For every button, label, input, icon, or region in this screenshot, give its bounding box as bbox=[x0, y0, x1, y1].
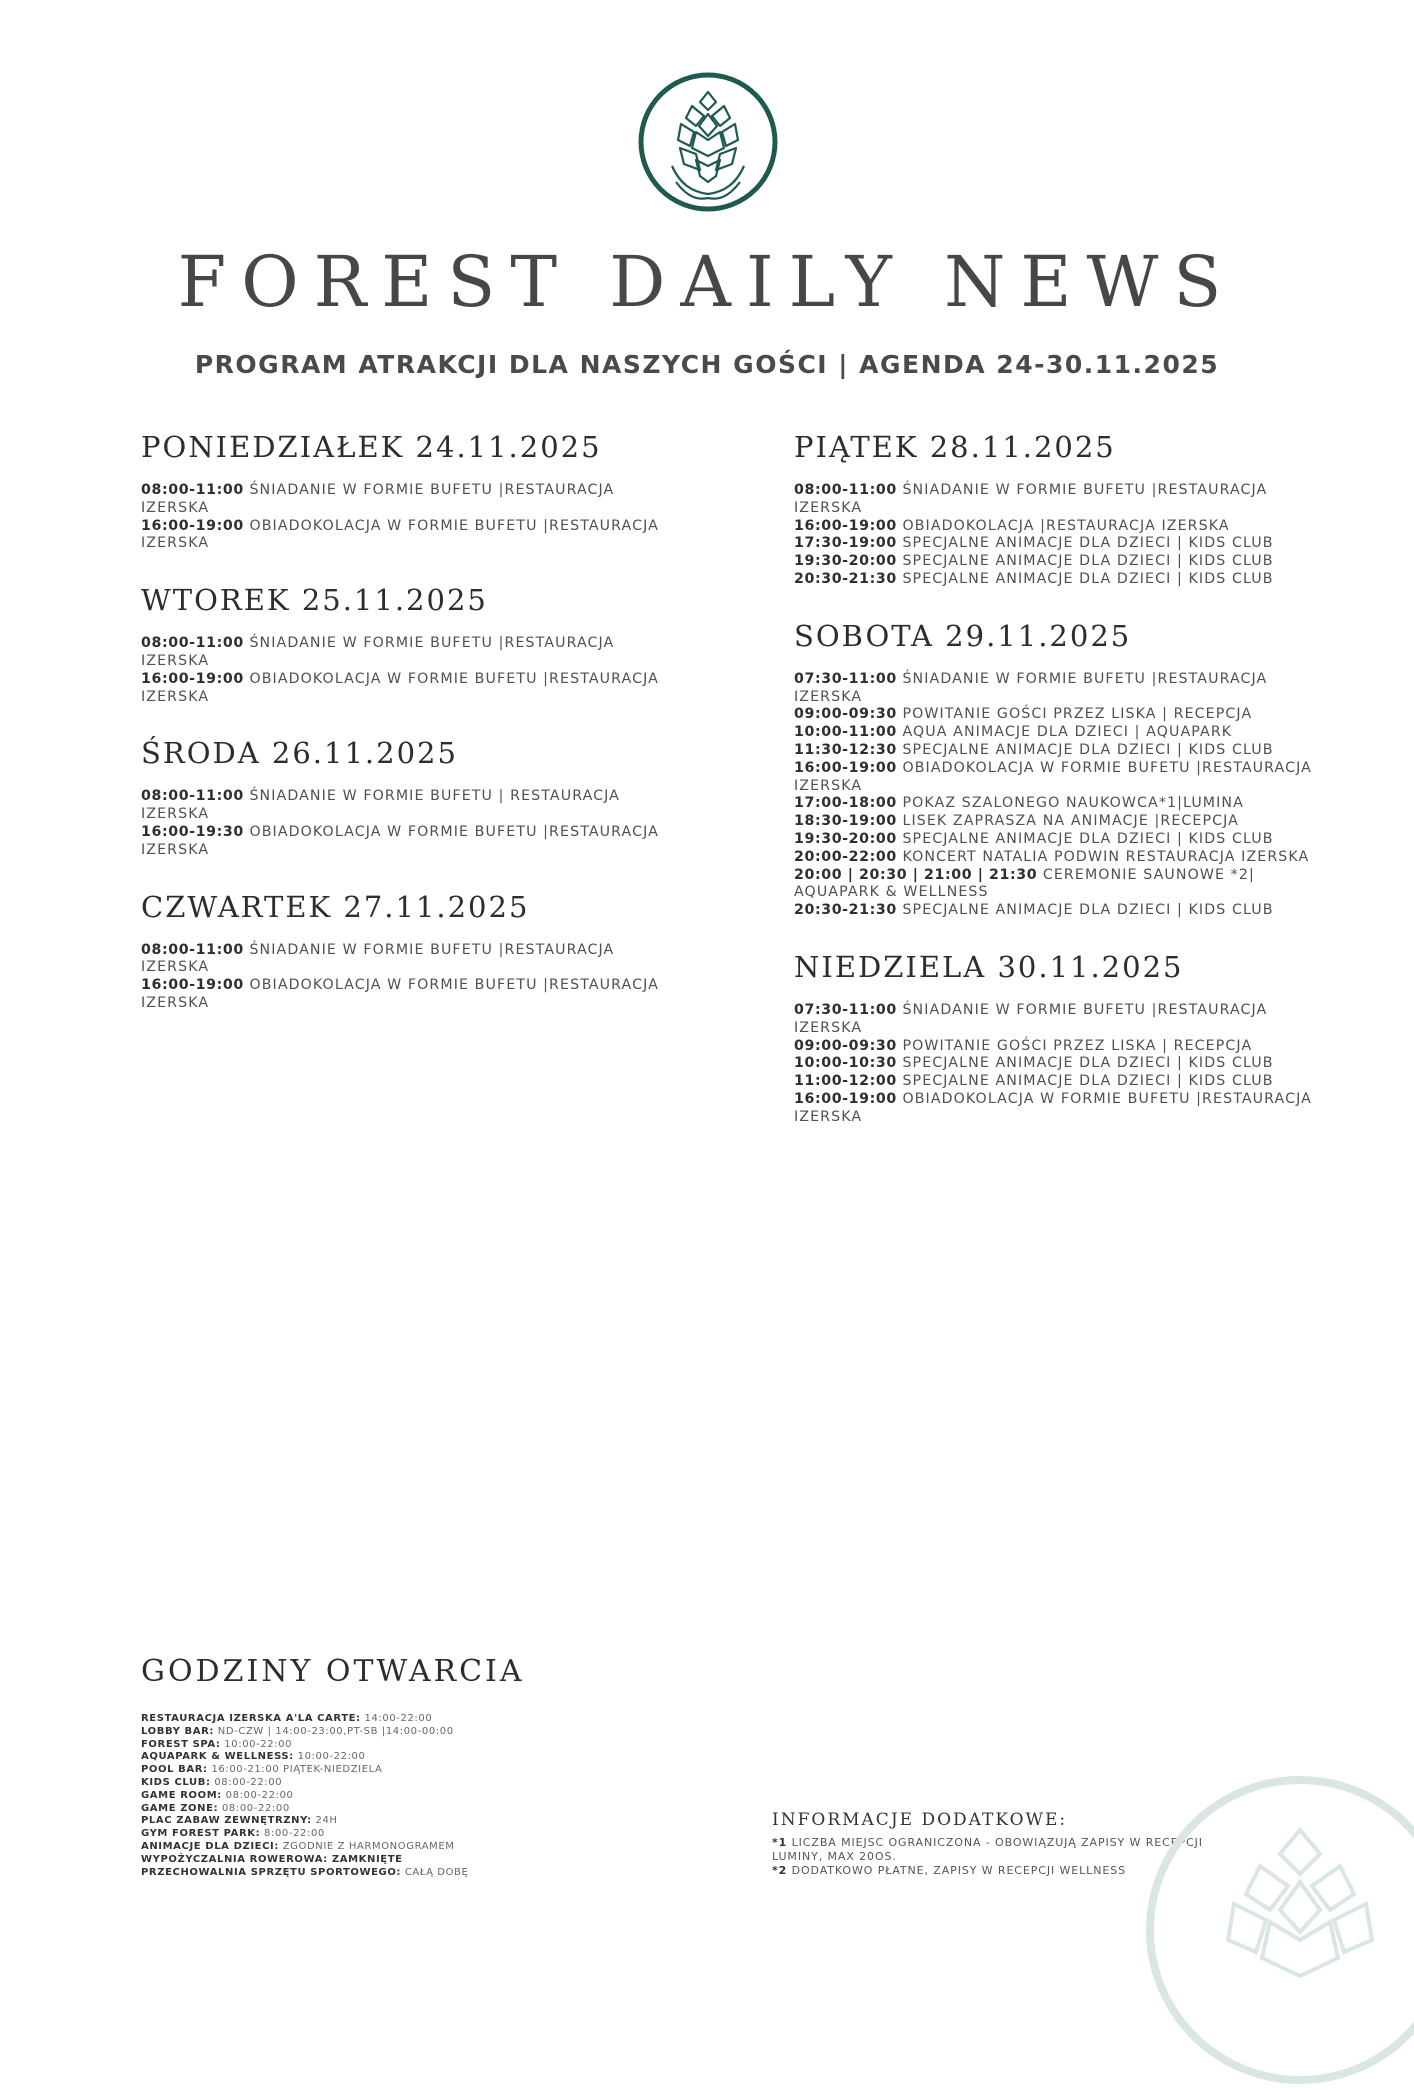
facility-name: GAME ROOM: bbox=[141, 1789, 222, 1801]
event-description: SPECJALNE ANIMACJE DLA DZIECI | KIDS CLUB bbox=[902, 741, 1274, 758]
opening-hours-row bbox=[141, 1790, 661, 1803]
facility-name: GYM FOREST PARK: bbox=[141, 1828, 261, 1840]
event-description: ŚNIADANIE W FORMIE BUFETU |RESTAURACJA IZERSKA bbox=[141, 941, 615, 976]
event-description: OBIADOKOLACJA W FORMIE BUFETU |RESTAURACJA IZERSKA bbox=[141, 823, 659, 858]
day-title: WTOREK 25.11.2025 bbox=[141, 583, 488, 618]
event-row bbox=[794, 553, 1324, 571]
event-time: 07:30-11:00 bbox=[794, 670, 897, 687]
event-description: CEREMONIE SAUNOWE *2| AQUAPARK & WELLNESS bbox=[794, 866, 1255, 901]
opening-hours-row bbox=[141, 1854, 661, 1867]
facility-hours: 08:00-22:00 bbox=[225, 1789, 294, 1801]
opening-hours-title: GODZINY OTWARCIA bbox=[141, 1654, 525, 1689]
opening-hours-row bbox=[141, 1841, 661, 1854]
event-time: 20:30-21:30 bbox=[794, 570, 897, 587]
event-row bbox=[141, 671, 661, 707]
additional-info-title: INFORMACJE DODATKOWE: bbox=[772, 1810, 1068, 1830]
event-row bbox=[794, 831, 1324, 849]
event-description: OBIADOKOLACJA |RESTAURACJA IZERSKA bbox=[902, 517, 1230, 534]
event-time: 18:30-19:00 bbox=[794, 813, 897, 830]
event-description: POKAZ SZALONEGO NAUKOWCA*1|LUMINA bbox=[902, 795, 1244, 812]
event-description: SPECJALNE ANIMACJE DLA DZIECI | KIDS CLUB bbox=[902, 570, 1274, 587]
opening-hours-row bbox=[141, 1739, 661, 1752]
event-description: SPECJALNE ANIMACJE DLA DZIECI | KIDS CLUB bbox=[902, 830, 1274, 847]
facility-name: POOL BAR: bbox=[141, 1764, 208, 1776]
event-time: 09:00-09:30 bbox=[794, 1037, 897, 1054]
day-title: ŚRODA 26.11.2025 bbox=[141, 736, 458, 771]
event-row bbox=[794, 813, 1324, 831]
event-row bbox=[141, 824, 661, 860]
facility-hours: 14:00-22:00 bbox=[364, 1713, 433, 1724]
opening-hours-row bbox=[141, 1713, 661, 1726]
event-description: ŚNIADANIE W FORMIE BUFETU |RESTAURACJA IZERSKA bbox=[794, 670, 1268, 705]
event-row bbox=[794, 571, 1324, 589]
facility-hours: ZGODNIE Z HARMONOGRAMEM bbox=[282, 1840, 455, 1852]
event-description: OBIADOKOLACJA W FORMIE BUFETU |RESTAURACJA IZERSKA bbox=[794, 759, 1312, 794]
page-subtitle: PROGRAM ATRAKCJI DLA NASZYCH GOŚCI | AGENDA 24-30.11.2025 bbox=[194, 350, 1220, 379]
event-row bbox=[794, 1002, 1324, 1038]
event-row bbox=[794, 760, 1324, 796]
event-time: 16:00-19:00 bbox=[141, 517, 244, 534]
event-time: 08:00-11:00 bbox=[141, 788, 244, 805]
event-description: SPECJALNE ANIMACJE DLA DZIECI | KIDS CLUB bbox=[902, 1073, 1274, 1090]
facility-hours: 16:00-21:00 PIĄTEK-NIEDZIELA bbox=[211, 1764, 383, 1776]
opening-hours-row bbox=[141, 1803, 661, 1816]
facility-name: PRZECHOWALNIA SPRZĘTU SPORTOWEGO: bbox=[141, 1866, 402, 1878]
facility-name: FOREST SPA: bbox=[141, 1738, 221, 1750]
event-time: 08:00-11:00 bbox=[794, 482, 897, 498]
event-time: 08:00-11:00 bbox=[141, 635, 244, 652]
left-column bbox=[141, 428, 661, 1041]
event-time: 09:00-09:30 bbox=[794, 706, 897, 723]
event-row bbox=[794, 482, 1324, 518]
page-title: FOREST DAILY NEWS bbox=[177, 241, 1237, 323]
event-row bbox=[141, 518, 661, 554]
facility-hours: 8:00-22:00 bbox=[264, 1828, 325, 1840]
event-description: OBIADOKOLACJA W FORMIE BUFETU |RESTAURACJA IZERSKA bbox=[794, 1090, 1312, 1125]
day-section bbox=[794, 948, 1324, 1127]
event-row bbox=[141, 635, 661, 671]
event-description: ŚNIADANIE W FORMIE BUFETU |RESTAURACJA IZERSKA bbox=[141, 482, 615, 516]
event-time: 19:30-20:00 bbox=[794, 553, 897, 570]
event-description: KONCERT NATALIA PODWIN RESTAURACJA IZERSKA bbox=[902, 848, 1310, 865]
day-section bbox=[794, 428, 1324, 589]
event-description: ŚNIADANIE W FORMIE BUFETU |RESTAURACJA IZERSKA bbox=[794, 482, 1268, 516]
event-row bbox=[794, 535, 1324, 553]
right-column bbox=[794, 428, 1324, 1155]
opening-hours-row bbox=[141, 1815, 661, 1828]
opening-hours-row bbox=[141, 1751, 661, 1764]
facility-name: PLAC ZABAW ZEWNĘTRZNY: bbox=[141, 1815, 312, 1827]
event-description: ŚNIADANIE W FORMIE BUFETU |RESTAURACJA IZERSKA bbox=[794, 1001, 1268, 1036]
facility-name: RESTAURACJA IZERSKA A'LA CARTE: bbox=[141, 1713, 361, 1724]
event-row bbox=[794, 1073, 1324, 1091]
event-description: SPECJALNE ANIMACJE DLA DZIECI | KIDS CLUB bbox=[902, 553, 1274, 570]
day-title: PONIEDZIAŁEK 24.11.2025 bbox=[141, 430, 602, 464]
event-row bbox=[794, 1055, 1324, 1073]
event-row bbox=[794, 724, 1324, 742]
event-time: 08:00-11:00 bbox=[141, 941, 244, 958]
facility-hours: 24H bbox=[315, 1815, 338, 1827]
event-time: 17:00-18:00 bbox=[794, 795, 897, 812]
facility-hours: CAŁĄ DOBĘ bbox=[404, 1866, 469, 1878]
opening-hours-row bbox=[141, 1764, 661, 1777]
facility-hours: 08:00-22:00 bbox=[214, 1776, 283, 1788]
event-description: ŚNIADANIE W FORMIE BUFETU |RESTAURACJA IZERSKA bbox=[141, 635, 615, 669]
day-section bbox=[141, 888, 661, 1013]
pinecone-watermark-icon bbox=[1140, 1770, 1414, 2090]
event-row bbox=[794, 742, 1324, 760]
event-row bbox=[794, 706, 1324, 724]
opening-hours-row bbox=[141, 1726, 661, 1739]
event-time: 07:30-11:00 bbox=[794, 1001, 897, 1018]
event-time: 16:00-19:00 bbox=[141, 670, 244, 687]
event-description: SPECJALNE ANIMACJE DLA DZIECI | KIDS CLUB bbox=[902, 1055, 1274, 1072]
event-time: 08:00-11:00 bbox=[141, 482, 244, 498]
day-title: CZWARTEK 27.11.2025 bbox=[141, 889, 530, 924]
event-time: 20:30-21:30 bbox=[794, 902, 897, 919]
facility-hours: 10:00-22:00 bbox=[224, 1738, 293, 1750]
event-time: 17:30-19:00 bbox=[794, 535, 897, 552]
event-row bbox=[141, 788, 661, 824]
event-row bbox=[794, 518, 1324, 536]
day-title: NIEDZIELA 30.11.2025 bbox=[794, 949, 1184, 984]
facility-hours: 10:00-22:00 bbox=[297, 1751, 366, 1763]
event-time: 19:30-20:00 bbox=[794, 830, 897, 847]
event-description: SPECJALNE ANIMACJE DLA DZIECI | KIDS CLUB bbox=[902, 535, 1274, 552]
event-description: OBIADOKOLACJA W FORMIE BUFETU |RESTAURACJA IZERSKA bbox=[141, 517, 659, 552]
footnote-mark: *1 bbox=[772, 1836, 788, 1849]
event-time: 10:00-10:30 bbox=[794, 1055, 897, 1072]
day-section bbox=[141, 428, 661, 553]
event-time: 16:00-19:00 bbox=[794, 1090, 897, 1107]
event-row bbox=[794, 1038, 1324, 1056]
event-description: SPECJALNE ANIMACJE DLA DZIECI | KIDS CLUB bbox=[902, 902, 1274, 919]
day-section bbox=[141, 581, 661, 706]
facility-name: KIDS CLUB: bbox=[141, 1776, 211, 1788]
event-time: 16:00-19:00 bbox=[141, 977, 244, 994]
day-section bbox=[794, 617, 1324, 920]
footnote-text: LICZBA MIEJSC OGRANICZONA - OBOWIĄZUJĄ ZAPISY W RECEPCJI LUMINY, MAX 20OS. bbox=[772, 1836, 1203, 1863]
facility-name: AQUAPARK & WELLNESS: bbox=[141, 1751, 294, 1763]
event-description: AQUA ANIMACJE DLA DZIECI | AQUAPARK bbox=[902, 724, 1233, 741]
footnote-mark: *2 bbox=[772, 1864, 788, 1877]
pinecone-logo-icon bbox=[636, 70, 780, 214]
facility-name: LOBBY BAR: bbox=[141, 1725, 214, 1737]
event-time: 20:00-22:00 bbox=[794, 848, 897, 865]
opening-hours-row bbox=[141, 1828, 661, 1841]
event-row bbox=[794, 902, 1324, 920]
event-description: POWITANIE GOŚCI PRZEZ LISKA | RECEPCJA bbox=[902, 706, 1253, 723]
event-row bbox=[141, 482, 661, 518]
event-description: ŚNIADANIE W FORMIE BUFETU | RESTAURACJA IZERSKA bbox=[141, 788, 620, 823]
opening-hours-list bbox=[141, 1713, 661, 1879]
event-row bbox=[141, 977, 661, 1013]
event-time: 10:00-11:00 bbox=[794, 724, 897, 741]
footnote-text: DODATKOWO PŁATNE, ZAPISY W RECEPCJI WELLNESS bbox=[791, 1864, 1126, 1877]
facility-name: ANIMACJE DLA DZIECI: bbox=[141, 1840, 279, 1852]
event-description: OBIADOKOLACJA W FORMIE BUFETU |RESTAURACJA IZERSKA bbox=[141, 670, 659, 705]
event-time: 11:30-12:30 bbox=[794, 741, 897, 758]
event-description: LISEK ZAPRASZA NA ANIMACJE |RECEPCJA bbox=[902, 813, 1239, 830]
opening-hours-row bbox=[141, 1867, 661, 1880]
event-row bbox=[141, 942, 661, 978]
day-title: SOBOTA 29.11.2025 bbox=[794, 618, 1132, 653]
day-section bbox=[141, 734, 661, 859]
opening-hours-row bbox=[141, 1777, 661, 1790]
facility-hours: 08:00-22:00 bbox=[221, 1802, 290, 1814]
event-row bbox=[794, 849, 1324, 867]
event-row bbox=[794, 795, 1324, 813]
event-time: 16:00-19:00 bbox=[794, 759, 897, 776]
facility-name: WYPOŻYCZALNIA ROWEROWA: ZAMKNIĘTE bbox=[141, 1853, 403, 1865]
event-time: 11:00-12:00 bbox=[794, 1073, 897, 1090]
event-row bbox=[794, 1091, 1324, 1127]
event-description: POWITANIE GOŚCI PRZEZ LISKA | RECEPCJA bbox=[902, 1037, 1253, 1054]
event-row bbox=[794, 867, 1324, 903]
facility-name: GAME ZONE: bbox=[141, 1802, 219, 1814]
event-time: 16:00-19:30 bbox=[141, 823, 244, 840]
event-time: 16:00-19:00 bbox=[794, 517, 897, 534]
event-description: OBIADOKOLACJA W FORMIE BUFETU |RESTAURACJA IZERSKA bbox=[141, 977, 659, 1011]
facility-hours: ND-CZW | 14:00-23:00,PT-SB |14:00-00:00 bbox=[217, 1725, 454, 1737]
event-time: 20:00 | 20:30 | 21:00 | 21:30 bbox=[794, 866, 1038, 883]
day-title: PIĄTEK 28.11.2025 bbox=[794, 430, 1116, 464]
event-row bbox=[794, 671, 1324, 707]
